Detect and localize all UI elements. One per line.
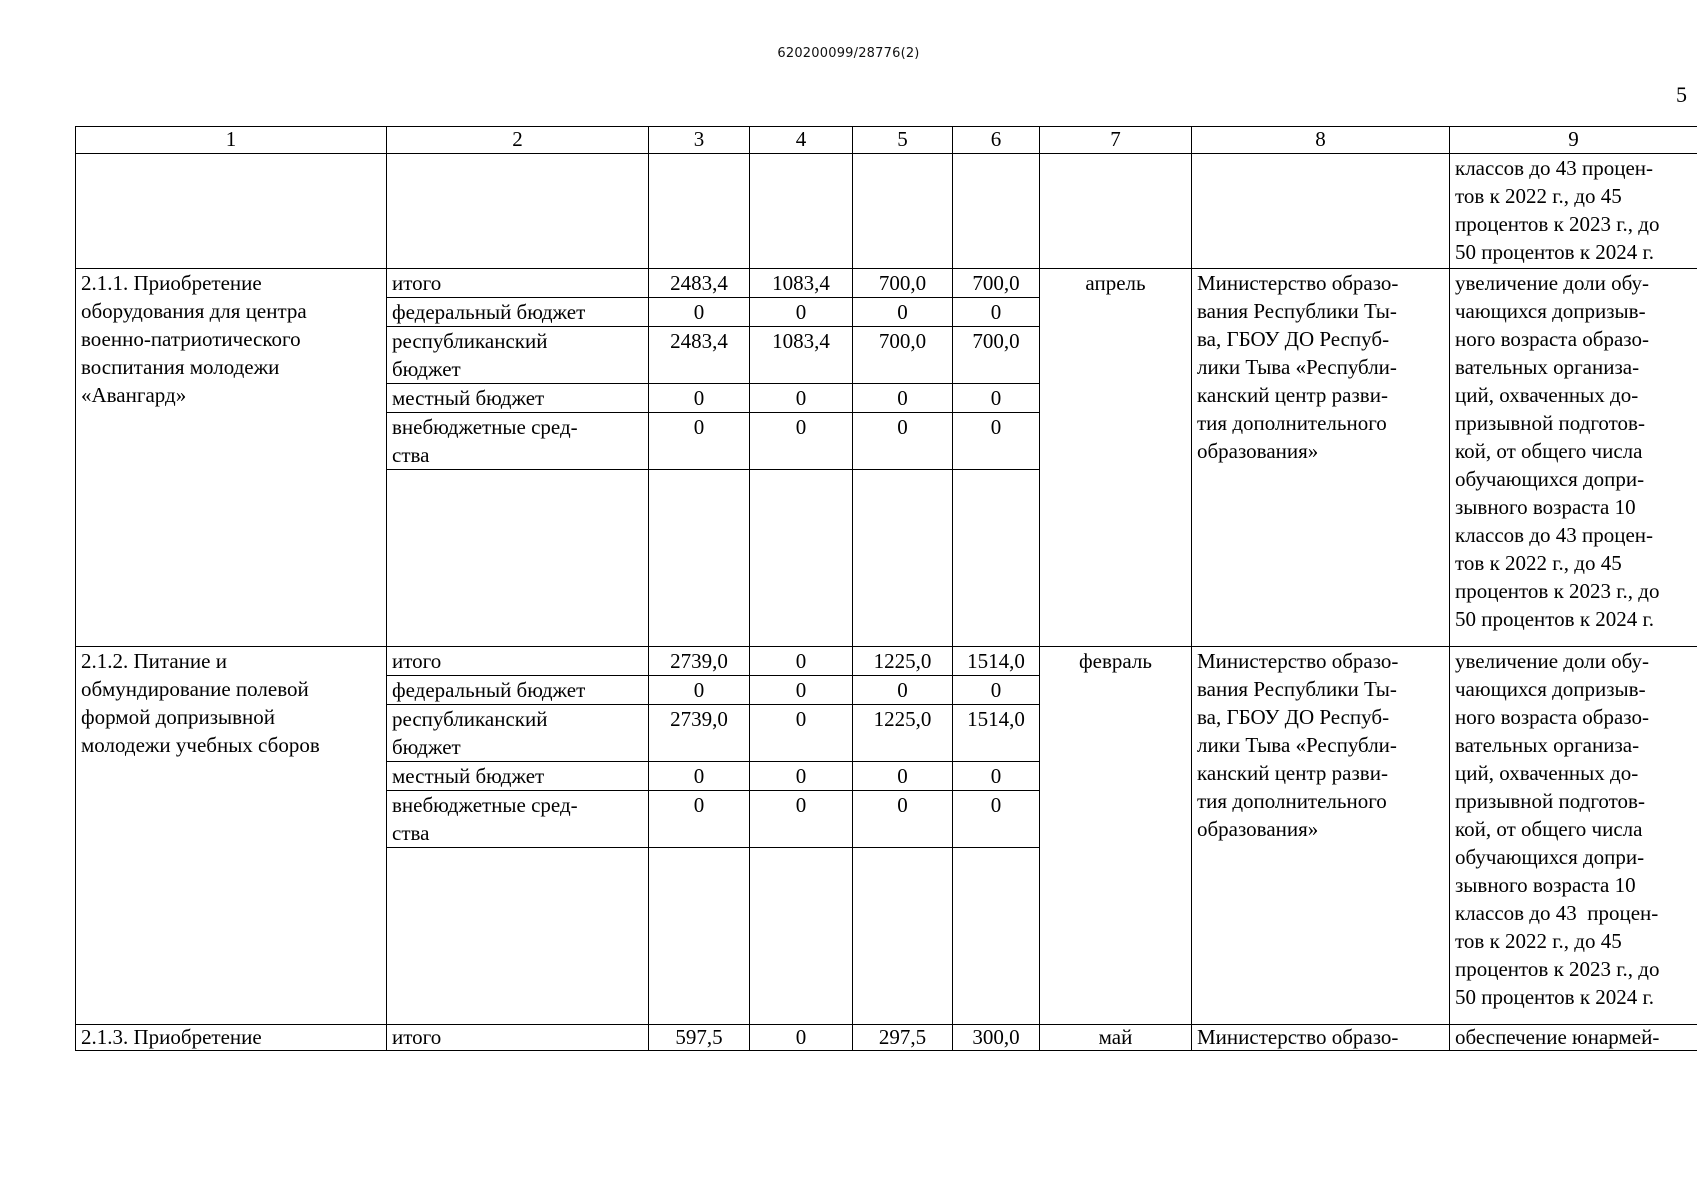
funding-source-cell: республиканский бюджет bbox=[387, 327, 649, 384]
funding-source-cell: итого bbox=[387, 1025, 649, 1051]
amount-year3-cell: 1514,0 bbox=[953, 705, 1040, 762]
funding-source-cell: федеральный бюджет bbox=[387, 676, 649, 705]
amount-year2-cell: 0 bbox=[853, 791, 953, 848]
header-cell: 3 bbox=[649, 127, 750, 154]
amount-year1-cell: 0 bbox=[750, 762, 853, 791]
empty-cell bbox=[649, 470, 750, 647]
amount-year3-cell: 700,0 bbox=[953, 269, 1040, 298]
amount-year1-cell: 0 bbox=[750, 384, 853, 413]
amount-year1-cell: 0 bbox=[750, 647, 853, 676]
amount-total-cell: 0 bbox=[649, 384, 750, 413]
funding-source-cell: республиканский бюджет bbox=[387, 705, 649, 762]
amount-year2-cell: 0 bbox=[853, 762, 953, 791]
amount-total-cell: 597,5 bbox=[649, 1025, 750, 1051]
amount-year2-cell: 0 bbox=[853, 413, 953, 470]
empty-cell bbox=[853, 470, 953, 647]
amount-year2-cell: 0 bbox=[853, 676, 953, 705]
funding-source-cell: местный бюджет bbox=[387, 384, 649, 413]
header-cell: 5 bbox=[853, 127, 953, 154]
responsible-cell: Министерство образо- вания Республики Ты- ва, ГБОУ ДО Респуб- лики Тыва «Республи- канский центр разви- тия дополнительного образования» bbox=[1192, 647, 1450, 1025]
amount-total-cell: 0 bbox=[649, 676, 750, 705]
source-row bbox=[76, 269, 1697, 298]
empty-cell bbox=[953, 848, 1040, 1025]
header-cell: 7 bbox=[1040, 127, 1192, 154]
amount-year1-cell: 0 bbox=[750, 676, 853, 705]
amount-year3-cell: 300,0 bbox=[953, 1025, 1040, 1051]
empty-cell bbox=[76, 154, 387, 269]
funding-source-cell: внебюджетные сред- ства bbox=[387, 791, 649, 848]
result-cell: увеличение доли обу- чающихся допризыв- ного возраста образо- вательных организа- ций, охваченных до- призывной подготов- кой, от общего числа обучающихся допри- зывного возраста 10 классов до 43 процен- тов к 2022 г., до 45 процентов к 2023 г., до 50 процентов к 2024 г. bbox=[1450, 269, 1697, 647]
amount-year1-cell: 0 bbox=[750, 1025, 853, 1051]
page-number: 5 bbox=[1676, 82, 1687, 107]
amount-total-cell: 2739,0 bbox=[649, 647, 750, 676]
amount-year2-cell: 700,0 bbox=[853, 327, 953, 384]
amount-year1-cell: 0 bbox=[750, 298, 853, 327]
source-row bbox=[76, 647, 1697, 676]
amount-total-cell: 0 bbox=[649, 791, 750, 848]
amount-year1-cell: 1083,4 bbox=[750, 327, 853, 384]
empty-cell bbox=[953, 154, 1040, 269]
header-cell: 1 bbox=[76, 127, 387, 154]
amount-year3-cell: 0 bbox=[953, 676, 1040, 705]
program-table bbox=[75, 126, 1697, 1051]
funding-source-cell: внебюджетные сред- ства bbox=[387, 413, 649, 470]
empty-cell bbox=[750, 154, 853, 269]
header-cell: 9 bbox=[1450, 127, 1697, 154]
empty-cell bbox=[387, 848, 649, 1025]
amount-year2-cell: 0 bbox=[853, 384, 953, 413]
empty-cell bbox=[649, 848, 750, 1025]
amount-total-cell: 0 bbox=[649, 298, 750, 327]
amount-total-cell: 2483,4 bbox=[649, 269, 750, 298]
amount-year2-cell: 1225,0 bbox=[853, 647, 953, 676]
funding-source-cell: итого bbox=[387, 269, 649, 298]
amount-total-cell: 2483,4 bbox=[649, 327, 750, 384]
term-cell: апрель bbox=[1040, 269, 1192, 647]
empty-cell bbox=[649, 154, 750, 269]
result-cell: обеспечение юнармей- bbox=[1450, 1025, 1697, 1051]
amount-year3-cell: 700,0 bbox=[953, 327, 1040, 384]
source-row bbox=[76, 1025, 1697, 1051]
result-cell: увеличение доли обу- чающихся допризыв- ного возраста образо- вательных организа- ций, охваченных до- призывной подготов- кой, от общего числа обучающихся допри- зывного возраста 10 классов до 43 процен- тов к 2022 г., до 45 процентов к 2023 г., до 50 процентов к 2024 г. bbox=[1450, 647, 1697, 1025]
document-id: 620200099/28776(2) bbox=[777, 46, 920, 61]
amount-total-cell: 0 bbox=[649, 413, 750, 470]
amount-year2-cell: 297,5 bbox=[853, 1025, 953, 1051]
amount-year1-cell: 1083,4 bbox=[750, 269, 853, 298]
amount-year3-cell: 0 bbox=[953, 413, 1040, 470]
amount-year3-cell: 0 bbox=[953, 298, 1040, 327]
amount-year1-cell: 0 bbox=[750, 791, 853, 848]
amount-year2-cell: 1225,0 bbox=[853, 705, 953, 762]
empty-cell bbox=[1040, 154, 1192, 269]
empty-cell bbox=[953, 470, 1040, 647]
empty-cell bbox=[750, 470, 853, 647]
amount-year3-cell: 0 bbox=[953, 384, 1040, 413]
header-cell: 2 bbox=[387, 127, 649, 154]
amount-total-cell: 0 bbox=[649, 762, 750, 791]
header-cell: 4 bbox=[750, 127, 853, 154]
empty-cell bbox=[1192, 154, 1450, 269]
amount-year3-cell: 1514,0 bbox=[953, 647, 1040, 676]
header-row bbox=[76, 127, 1697, 154]
amount-year3-cell: 0 bbox=[953, 791, 1040, 848]
amount-year3-cell: 0 bbox=[953, 762, 1040, 791]
funding-source-cell: итого bbox=[387, 647, 649, 676]
header-cell: 6 bbox=[953, 127, 1040, 154]
empty-cell bbox=[853, 848, 953, 1025]
amount-year2-cell: 0 bbox=[853, 298, 953, 327]
amount-year1-cell: 0 bbox=[750, 705, 853, 762]
funding-source-cell: местный бюджет bbox=[387, 762, 649, 791]
carryover-row bbox=[76, 154, 1697, 269]
result-cell: классов до 43 процен- тов к 2022 г., до 45 процентов к 2023 г., до 50 процентов к 2024 г. bbox=[1450, 154, 1697, 269]
responsible-cell: Министерство образо- вания Республики Ты- ва, ГБОУ ДО Респуб- лики Тыва «Республи- канский центр разви- тия дополнительного образования» bbox=[1192, 269, 1450, 647]
amount-total-cell: 2739,0 bbox=[649, 705, 750, 762]
term-cell: май bbox=[1040, 1025, 1192, 1051]
header-cell: 8 bbox=[1192, 127, 1450, 154]
empty-cell bbox=[387, 470, 649, 647]
empty-cell bbox=[387, 154, 649, 269]
activity-name-cell: 2.1.3. Приобретение bbox=[76, 1025, 387, 1051]
activity-name-cell: 2.1.2. Питание и обмундирование полевой формой допризывной молодежи учебных сборов bbox=[76, 647, 387, 1025]
funding-source-cell: федеральный бюджет bbox=[387, 298, 649, 327]
activity-name-cell: 2.1.1. Приобретение оборудования для центра военно-патриотического воспитания молодежи «Авангард» bbox=[76, 269, 387, 647]
empty-cell bbox=[750, 848, 853, 1025]
term-cell: февраль bbox=[1040, 647, 1192, 1025]
responsible-cell: Министерство образо- bbox=[1192, 1025, 1450, 1051]
amount-year2-cell: 700,0 bbox=[853, 269, 953, 298]
amount-year1-cell: 0 bbox=[750, 413, 853, 470]
empty-cell bbox=[853, 154, 953, 269]
